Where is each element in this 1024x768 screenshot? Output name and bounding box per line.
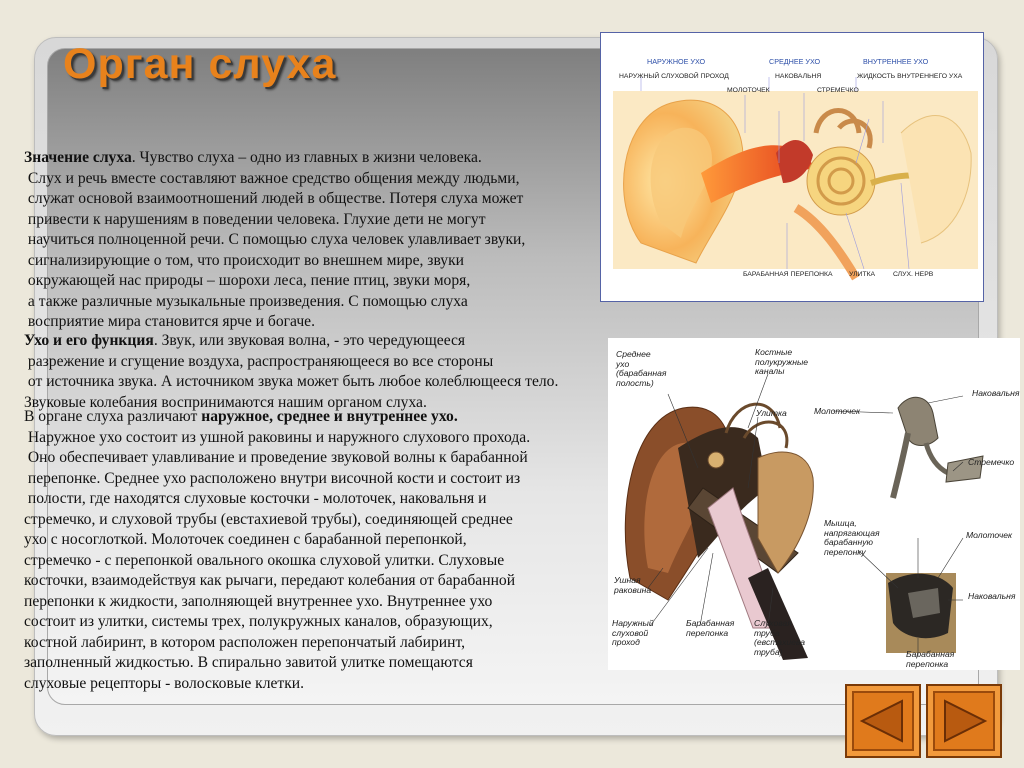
section-heading: Значение слуха	[24, 149, 132, 166]
label-stapes: СТРЕМЕЧКО	[817, 87, 859, 94]
label-outer-ear: НАРУЖНОЕ УХО	[647, 57, 706, 66]
label-semicircular-canals: Костные полукружные каналы	[755, 347, 809, 377]
text-line: научиться полноценной речи. С помощью слуха человек улавливает звуки,	[24, 231, 526, 248]
text-line: разрежение и сгущение воздуха, распространяющееся во все стороны	[24, 353, 494, 370]
label-middle-ear-cavity: Среднее ухо (барабанная полость)	[616, 349, 667, 388]
text-line: восприятие мира становится ярче и богаче.	[24, 313, 315, 330]
label-eardrum: Барабанная перепонка	[686, 618, 735, 638]
text-line: состоит из улитки, системы трех, полукружных каналов, образующих,	[24, 613, 493, 630]
section-heading: Ухо и его функция	[24, 332, 154, 349]
text-line: Значение слуха. Чувство слуха – одно из главных в жизни человека.	[24, 149, 482, 166]
text-line: перепонки к жидкости, заполняющей внутреннее ухо. Внутреннее ухо	[24, 593, 493, 610]
label-cochlea: УЛИТКА	[849, 271, 876, 278]
label-stapes: Стремечко	[968, 457, 1015, 467]
arrow-left-icon	[856, 695, 910, 747]
text-line: слуховые рецепторы - волосковые клетки.	[24, 675, 305, 692]
label-tensor-muscle: Мышца, напрягающая барабанную перепонку	[824, 518, 880, 557]
label-auditory-nerve: СЛУХ. НЕРВ	[893, 271, 934, 278]
label-malleus-bottom: Молоточек	[966, 530, 1013, 540]
text-line: Оно обеспечивает улавливание и проведение звуковой волны к барабанной	[24, 449, 528, 466]
label-malleus: МОЛОТОЧЕК	[727, 87, 770, 94]
text-line: ухо с носоглоткой. Молоточек соединен с барабанной перепонкой,	[24, 531, 467, 548]
label-eardrum-bottom: Барабанная перепонка	[906, 649, 955, 669]
text-line: Наружное ухо состоит из ушной раковины и наружного слухового прохода.	[24, 429, 531, 446]
arrow-right-icon	[937, 695, 991, 747]
label-inner-ear: ВНУТРЕННЕЕ УХО	[863, 57, 929, 66]
text-line: стремечко - с перепонкой овального окошка слуховой улитки. Слуховые	[24, 552, 505, 569]
ear-structure-diagram	[608, 338, 1020, 670]
text-line: заполненный жидкостью. В спирально завитой улитке помещаются	[24, 654, 473, 671]
text-line: перепонке. Среднее ухо расположено внутри височной кости и состоит из	[24, 470, 521, 487]
label-incus-top: Наковальня	[972, 388, 1020, 398]
text-line: привести к нарушениям в поведении человека. Глухие дети не могут	[24, 211, 486, 228]
label-eardrum: БАРАБАННАЯ ПЕРЕПОНКА	[743, 271, 833, 278]
text-line: стремечко, и слуховой трубы (евстахиевой трубы), соединяющей среднее	[24, 511, 513, 528]
ear-anatomy-diagram	[600, 32, 984, 302]
slide-title: Орган слуха	[63, 40, 337, 88]
next-slide-button[interactable]	[926, 684, 1002, 758]
text-line: Слух и речь вместе составляют важное средство общения между людьми,	[24, 170, 520, 187]
text-line: Ухо и его функция. Звук, или звуковая волна, - это чередующееся	[24, 332, 466, 349]
ear-structure-illustration	[608, 338, 1020, 670]
text-line: косточки, взаимодействуя как рычаги, передают колебания от барабанной	[24, 572, 516, 589]
text-line: служат основой взаимоотношений людей в обществе. Потеря слуха может	[24, 190, 524, 207]
text-line: окружающей нас природы – шорохи леса, пение птиц, звуки моря,	[24, 272, 471, 289]
label-ear-canal: Наружный слуховой проход	[612, 618, 654, 648]
text-line: В органе слуха различают наружное, среднее и внутреннее ухо.	[24, 408, 458, 425]
label-incus: НАКОВАЛЬНЯ	[775, 73, 822, 80]
label-middle-ear: СРЕДНЕЕ УХО	[769, 57, 821, 66]
label-eustachian-tube: Слуховая труба (евстахиева труба)	[754, 618, 806, 657]
prev-slide-button[interactable]	[845, 684, 921, 758]
label-cochlea: Улитка	[756, 408, 787, 418]
text-line: а также различные музыкальные произведения. С помощью слуха	[24, 293, 468, 310]
label-incus-bottom: Наковальня	[968, 591, 1016, 601]
text-line: костной лабиринт, в котором расположен перепончатый лабиринт,	[24, 634, 465, 651]
label-malleus-top: Молоточек	[814, 406, 861, 416]
label-ear-canal: НАРУЖНЫЙ СЛУХОВОЙ ПРОХОД	[619, 73, 729, 80]
text-line: Звуковые колебания воспринимаются нашим органом слуха.	[24, 394, 427, 411]
label-inner-fluid: ЖИДКОСТЬ ВНУТРЕННЕГО УХА	[857, 73, 963, 80]
label-pinna: Ушная раковина	[614, 575, 652, 595]
text-line: от источника звука. А источником звука может быть любое колеблющееся тело.	[24, 373, 559, 390]
text-line: сигнализирующие о том, что происходит во внешнем мире, звуки	[24, 252, 465, 269]
text-line: полости, где находятся слуховые косточки - молоточек, наковальня и	[24, 490, 487, 507]
